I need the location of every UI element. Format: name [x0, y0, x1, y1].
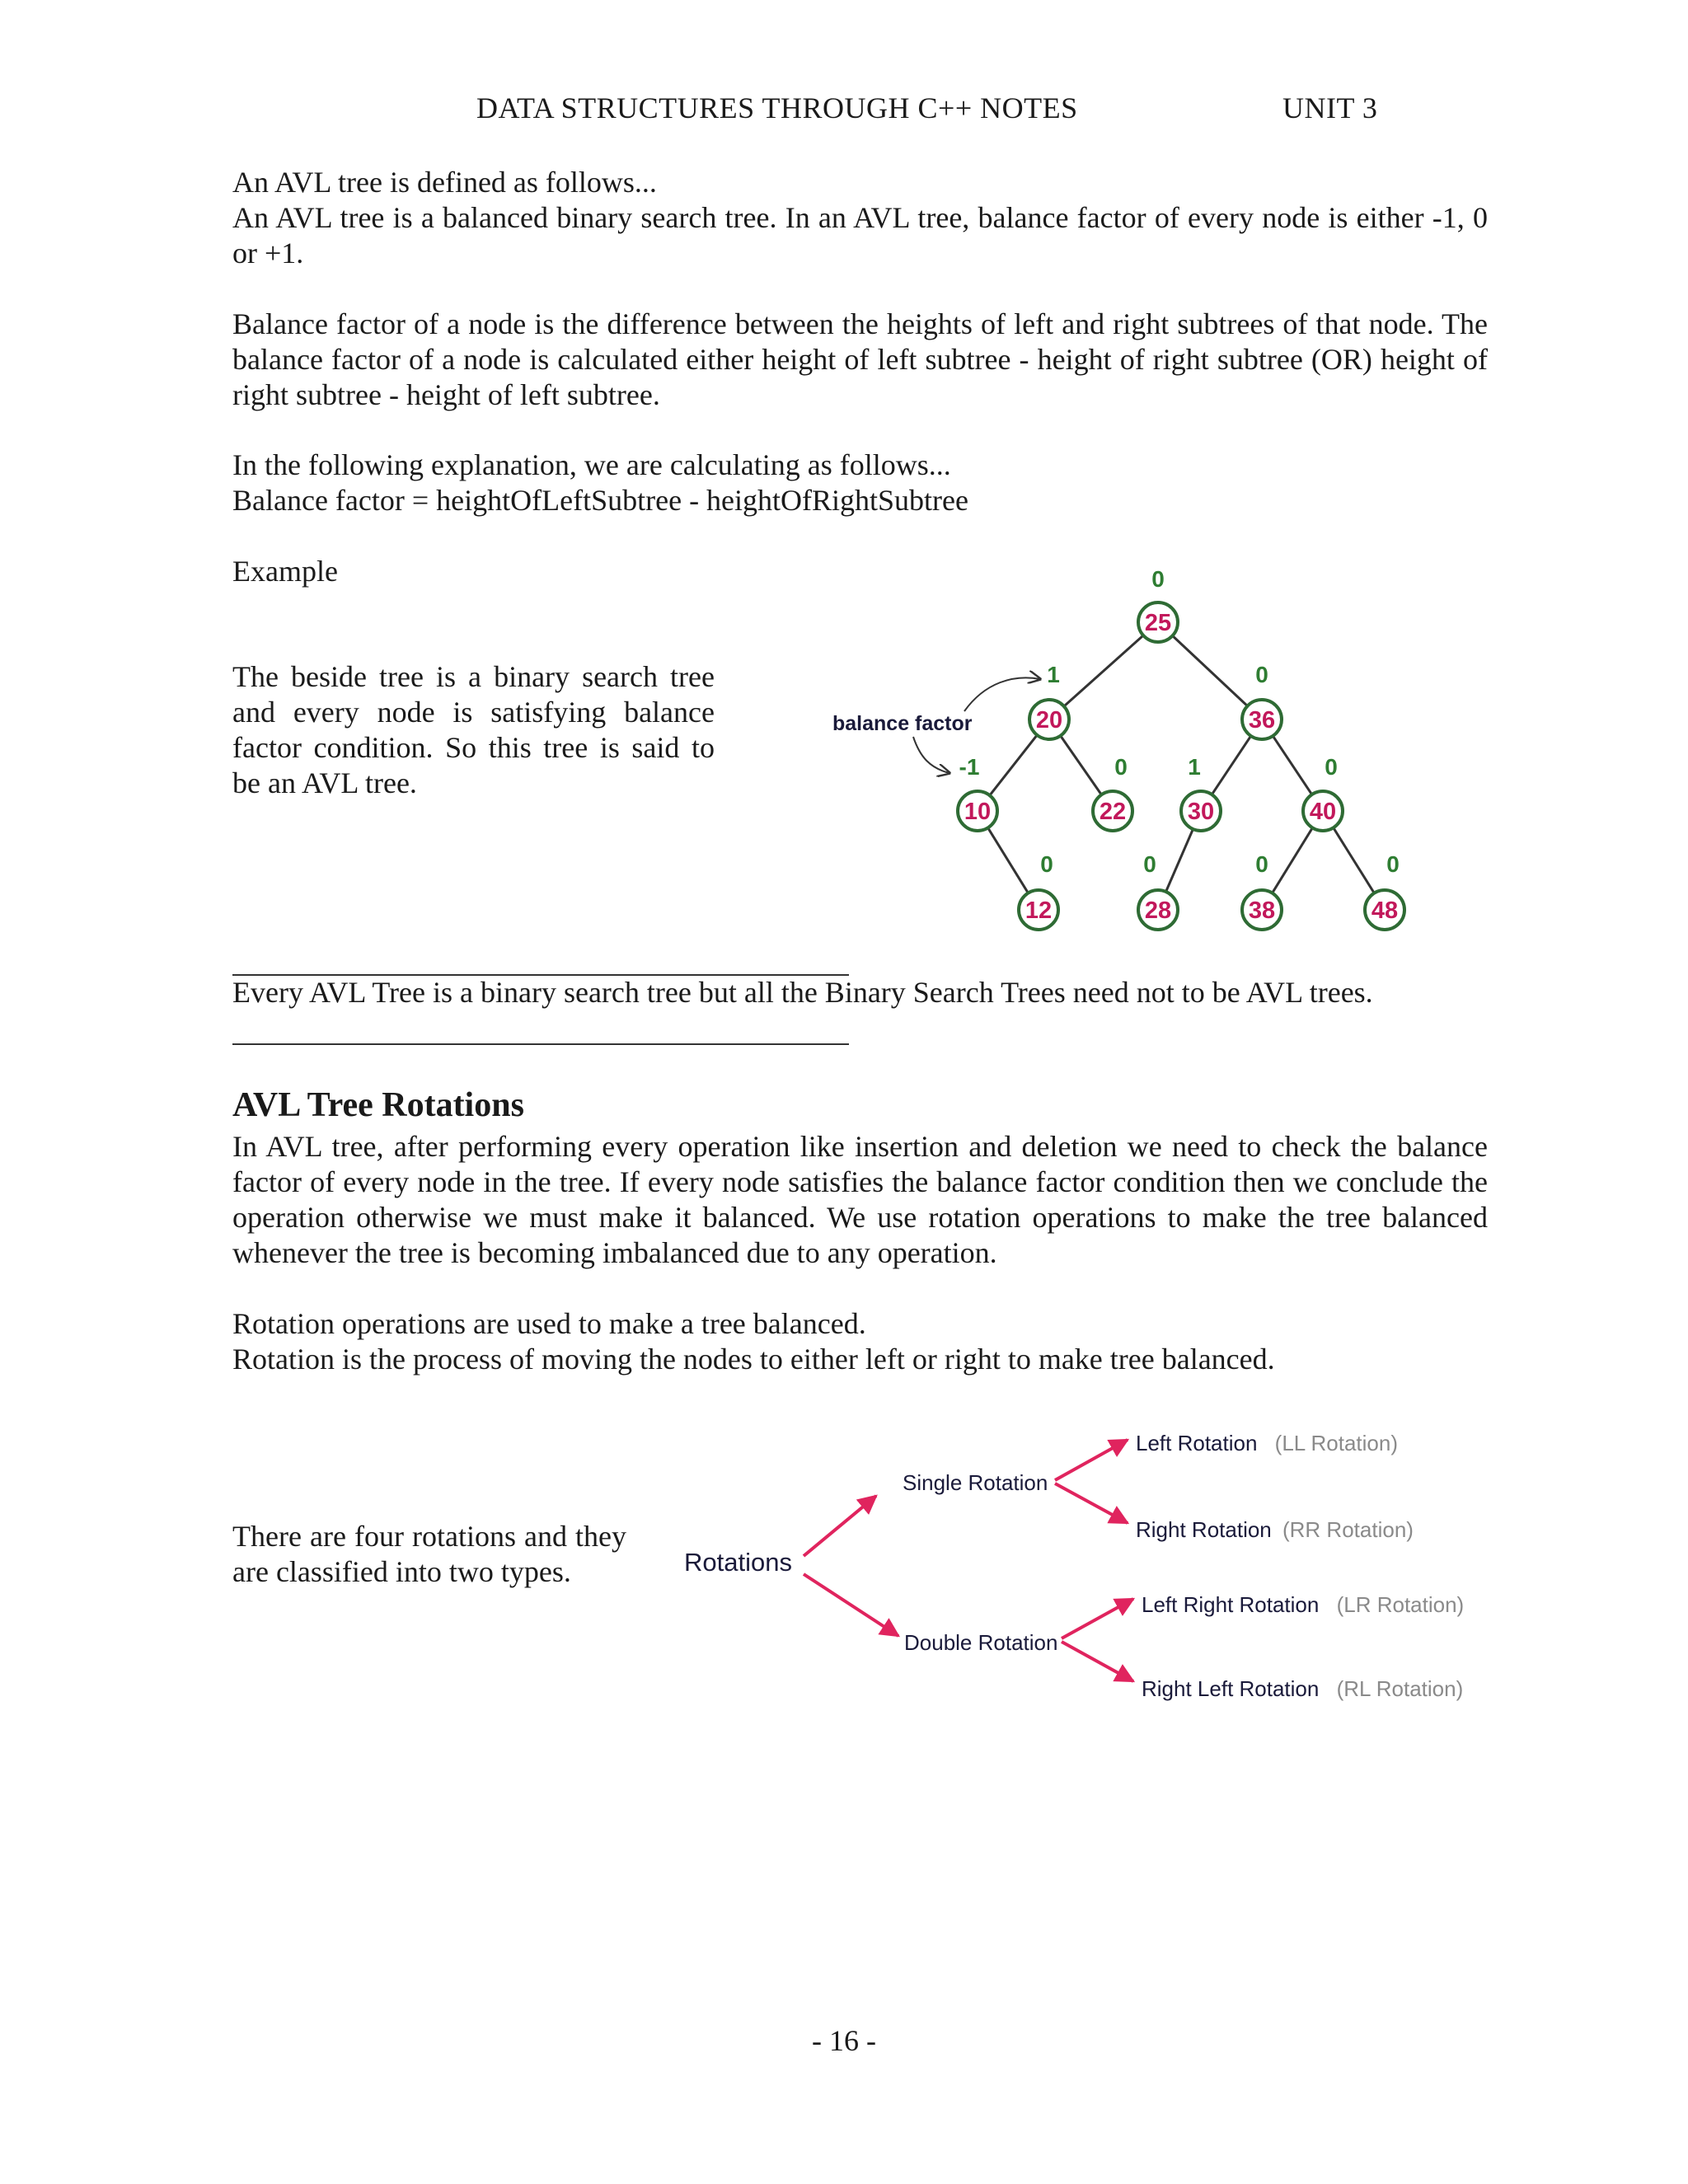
- tree-edge: [988, 827, 1029, 893]
- avl-bst-note: Every AVL Tree is a binary search tree but all the Binary Search Trees need not to be AVL trees.: [232, 976, 1373, 1009]
- rotation-definition-block: [232, 1306, 1488, 1377]
- balance-factor-definition: Balance factor of a node is the difference between the heights of left and right subtrees of that node. The balance factor of a node is calculated either height of left subtree - height of right subtree (OR) height of right subtree - height of left subtree.: [232, 307, 1488, 411]
- tree-edge: [1273, 827, 1313, 893]
- example-description: The beside tree is a binary search tree and every node is satisfying balance factor condition. So this tree is said to be an AVL tree.: [232, 660, 715, 799]
- arrow-to-double: [804, 1574, 898, 1636]
- arrow-to-rl: [1062, 1642, 1133, 1681]
- tree-node-balance-factor: 0: [1386, 851, 1400, 877]
- tree-node-36: [1242, 662, 1282, 739]
- lr-rotation-code: (LR Rotation): [1336, 1592, 1465, 1617]
- calc-line-1: In the following explanation, we are calculating as follows...: [232, 448, 951, 481]
- intro-line-1: An AVL tree is defined as follows...: [232, 166, 657, 199]
- double-rotation-label: Double Rotation: [904, 1630, 1058, 1655]
- ll-rotation-code: (LL Rotation): [1274, 1431, 1399, 1455]
- rotations-root-label: Rotations: [684, 1548, 792, 1577]
- tree-node-28: [1138, 851, 1178, 930]
- tree-node-balance-factor: 0: [1040, 851, 1053, 877]
- page-number: - 16 -: [812, 2024, 876, 2057]
- rl-rotation-name: Right Left Rotation: [1142, 1676, 1320, 1701]
- arrow-to-rr: [1055, 1483, 1128, 1523]
- tree-node-balance-factor: 0: [1143, 851, 1156, 877]
- tree-node-balance-factor: 0: [1255, 662, 1268, 687]
- tree-node-key: 20: [1035, 707, 1063, 733]
- rotations-paragraph: In AVL tree, after performing every operation like insertion and deletion we need to check the balance factor of every node in the tree. If every node satisfies the balance factor condition then we conclude the operation otherwise we must make it balanced. We use rotation operations to make the tree balanced whenever the tree is becoming imbalanced due to any operation.: [232, 1130, 1488, 1269]
- rotation-line-1: Rotation operations are used to make a tree balanced.: [232, 1307, 866, 1340]
- tree-edge: [1166, 829, 1193, 892]
- tree-edge: [1334, 827, 1375, 893]
- tree-node-balance-factor: 1: [1188, 754, 1201, 780]
- tree-node-25: [1138, 566, 1178, 642]
- running-header-unit: UNIT 3: [1282, 91, 1378, 124]
- tree-node-balance-factor: 0: [1151, 566, 1165, 592]
- tree-node-balance-factor: -1: [959, 754, 980, 780]
- note-rule-bottom: [232, 1043, 849, 1045]
- tree-node-20: [1029, 662, 1069, 739]
- rl-rotation: [1142, 1676, 1463, 1701]
- lr-rotation: [1142, 1592, 1464, 1617]
- single-rotation-label: Single Rotation: [903, 1470, 1048, 1495]
- arrow-to-lr: [1062, 1599, 1133, 1638]
- rl-rotation-code: (RL Rotation): [1336, 1676, 1464, 1701]
- ll-rotation-name: Left Rotation: [1136, 1431, 1258, 1455]
- tree-node-key: 12: [1025, 898, 1053, 924]
- tree-nodes: [958, 566, 1404, 930]
- rr-rotation-name: Right Rotation: [1136, 1517, 1272, 1542]
- tree-node-12: [1019, 851, 1058, 930]
- section-title-rotations: AVL Tree Rotations: [232, 1086, 524, 1124]
- tree-edge: [1173, 635, 1248, 705]
- annotation-arrow-lower: [913, 737, 950, 773]
- avl-tree-diagram: [816, 560, 1434, 948]
- tree-edge: [1061, 736, 1102, 795]
- tree-node-48: [1365, 851, 1404, 930]
- tree-node-key: 36: [1248, 707, 1276, 733]
- tree-node-key: 28: [1144, 898, 1172, 924]
- rr-rotation: [1136, 1517, 1414, 1542]
- balance-factor-annotation: balance factor: [832, 712, 973, 735]
- tree-edge: [990, 735, 1037, 795]
- tree-node-balance-factor: 0: [1114, 754, 1128, 780]
- tree-node-key: 40: [1309, 799, 1337, 825]
- example-label: Example: [232, 555, 338, 588]
- ll-rotation: [1136, 1431, 1398, 1455]
- rotation-line-2: Rotation is the process of moving the nodes to either left or right to make tree balanced.: [232, 1343, 1275, 1376]
- rr-rotation-code: (RR Rotation): [1282, 1517, 1414, 1542]
- tree-edge: [1064, 635, 1143, 706]
- tree-node-key: 38: [1248, 898, 1276, 924]
- annotation-arrow-upper: [964, 677, 1040, 711]
- intro-line-2: An AVL tree is a balanced binary search tree. In an AVL tree, balance factor of every node is either -1, 0 or +1.: [232, 201, 1488, 269]
- rotations-diagram: [676, 1418, 1500, 1714]
- tree-node-balance-factor: 1: [1047, 662, 1060, 687]
- arrow-to-ll: [1055, 1440, 1128, 1480]
- arrow-to-single: [804, 1496, 876, 1556]
- tree-edge: [1212, 736, 1250, 794]
- tree-node-key: 25: [1144, 610, 1172, 636]
- tree-node-balance-factor: 0: [1255, 851, 1268, 877]
- tree-node-key: 22: [1099, 799, 1127, 825]
- calc-line-2: Balance factor = heightOfLeftSubtree - heightOfRightSubtree: [232, 484, 969, 517]
- tree-node-key: 48: [1371, 898, 1399, 924]
- tree-node-key: 30: [1187, 799, 1215, 825]
- tree-node-38: [1242, 851, 1282, 930]
- lr-rotation-name: Left Right Rotation: [1142, 1592, 1320, 1617]
- intro-block: [232, 165, 1488, 271]
- rotations-side-text: There are four rotations and they are classified into two types.: [232, 1520, 626, 1588]
- tree-node-balance-factor: 0: [1325, 754, 1338, 780]
- running-header-title: DATA STRUCTURES THROUGH C++ NOTES: [476, 91, 1078, 124]
- tree-node-key: 10: [964, 799, 992, 825]
- calculation-block: [232, 448, 1488, 518]
- tree-edge: [1273, 736, 1311, 794]
